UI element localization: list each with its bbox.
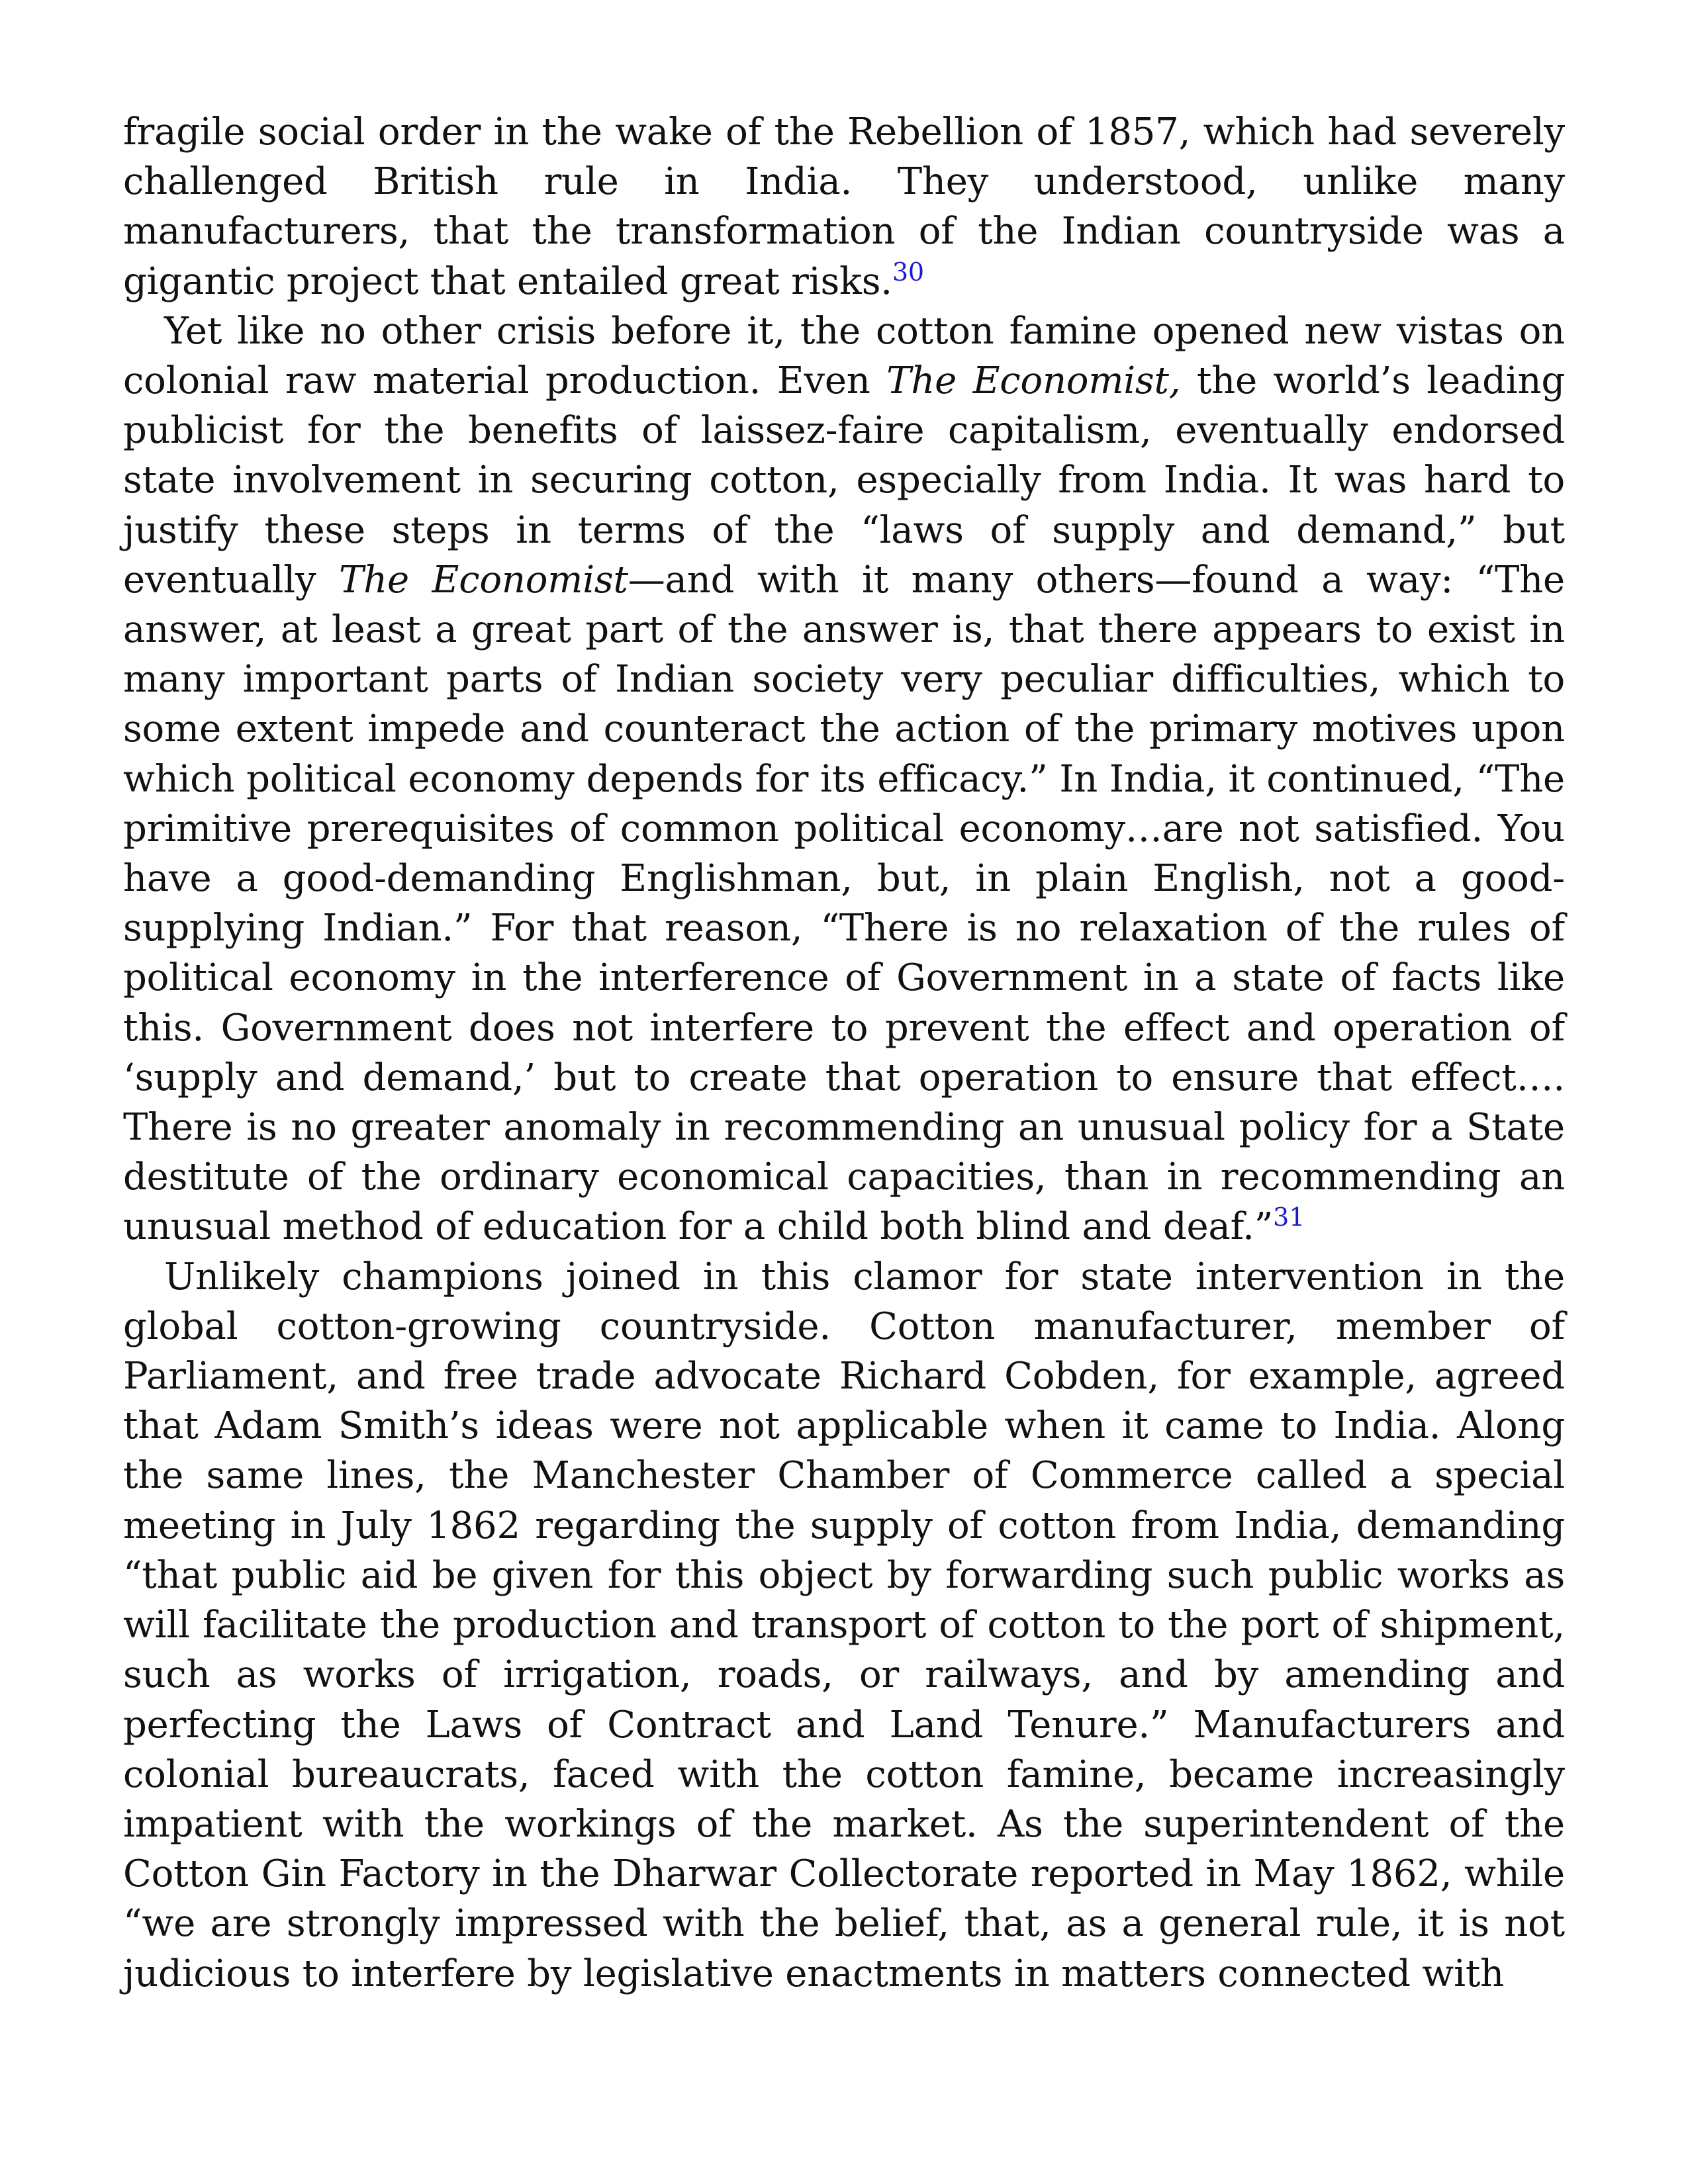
document-page [123,107,1565,1999]
paragraph-1 [123,107,1565,306]
paragraph-2-text-b: the world’s leading publicist for the benefits of laissez-faire capitalism, eventually endorsed state involvement in securing cotton, especially from India. It was hard to justify these steps in terms of the “laws of supply and demand,” but eventually [123,359,1565,602]
paragraph-3 [123,1252,1565,1999]
footnote-ref-30[interactable]: 30 [892,257,924,287]
paragraph-1-text: fragile social order in the wake of the Rebellion of 1857, which had severely challenged British rule in India. They understood, unlike many manufacturers, that the transformation of the Indian countryside was a gigantic project that entailed great risks. [123,111,1565,303]
paragraph-2-text-c: —and with it many others—found a way: “The answer, at least a great part of the answer is, that there appears to exist in many important parts of Indian society very peculiar difficulties, which to some extent impede and counteract the action of the primary motives upon which political economy depends for its efficacy.” In India, it continued, “The primitive prerequisites of common political economy…are not satisfied. You have a good-demanding Englishman, but, in plain English, not a good-supplying Indian.” For that reason, “There is no relaxation of the rules of political economy in the interference of Government in a state of facts like this. Government does not interfere to prevent the effect and operation of ‘supply and demand,’ but to create that operation to ensure that effect…. There is no greater anomaly in recommending an unusual policy for a State destitute of the ordinary economical capacities, than in recommending an unusual method of education for a child both blind and deaf.” [123,558,1565,1249]
publication-title-the-economist: The Economist, [886,359,1181,403]
paragraph-2-text-a: Yet like no other crisis before it, the cotton famine opened new vistas on colonial raw material production. Even [123,309,1565,403]
publication-title-the-economist-2: The Economist [339,558,628,602]
paragraph-2 [123,306,1565,1252]
paragraph-3-text: Unlikely champions joined in this clamor for state intervention in the global cotton-growing countryside. Cotton manufacturer, member of Parliament, and free trade advocate Richard Cobden, for example, agreed that Adam Smith’s ideas were not applicable when it came to India. Along the same lines, the Manchester Chamber of Commerce called a special meeting in July 1862 regarding the supply of cotton from India, demanding “that public aid be given for this object by forwarding such public works as will facilitate the production and transport of cotton to the port of shipment, such as works of irrigation, roads, or railways, and by amending and perfecting the Laws of Contract and Land Tenure.” Manufacturers and colonial bureaucrats, faced with the cotton famine, became increasingly impatient with the workings of the market. As the superintendent of the Cotton Gin Factory in the Dharwar Collectorate reported in May 1862, while “we are strongly impressed with the belief, that, as a general rule, it is not judicious to interfere by legislative enactments in matters connected with [123,1255,1565,1995]
footnote-ref-31[interactable]: 31 [1273,1203,1305,1232]
